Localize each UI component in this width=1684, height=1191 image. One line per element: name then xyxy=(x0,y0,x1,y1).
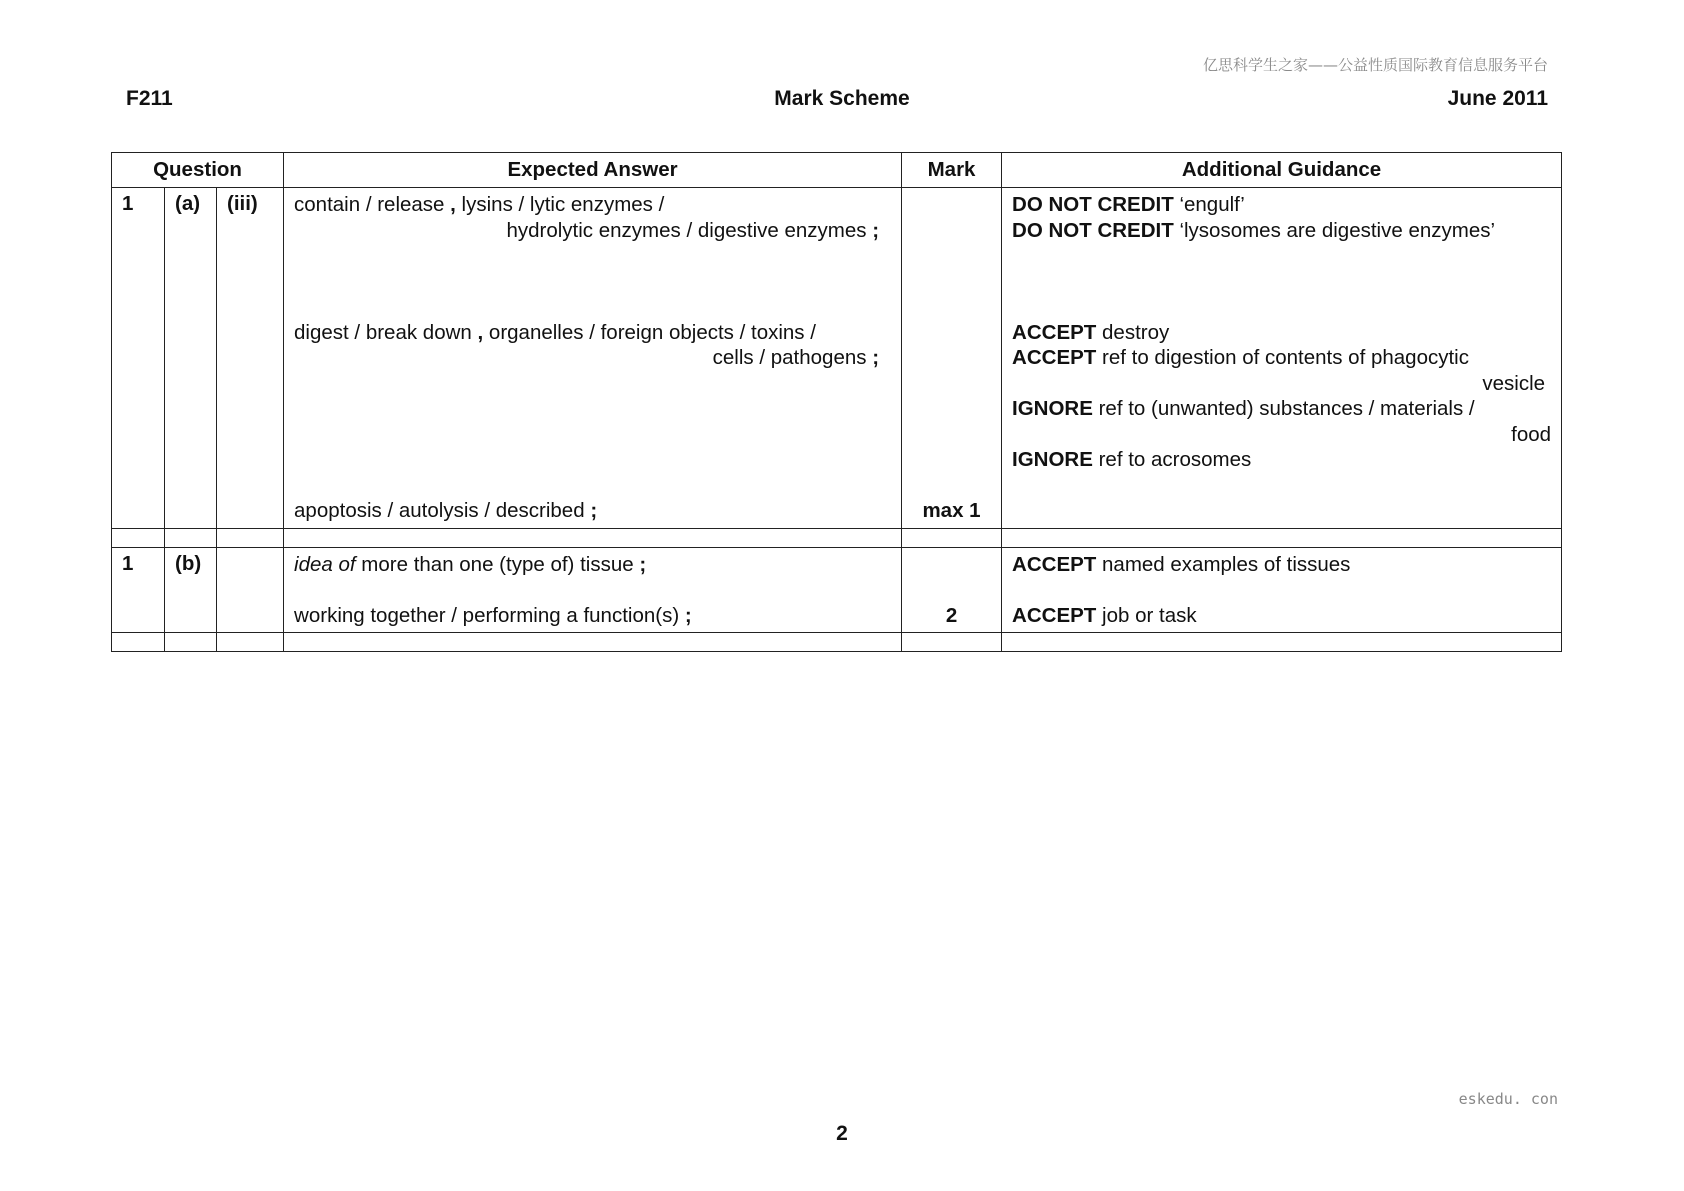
answer-line: working together / performing a function(s) ; xyxy=(294,603,692,627)
session-date: June 2011 xyxy=(1447,87,1548,110)
guidance-line: ACCEPT named examples of tissues xyxy=(1012,552,1351,576)
mark-cell xyxy=(902,547,1002,633)
answer-line: idea of more than one (type of) tissue ; xyxy=(294,552,647,576)
watermark-bottom: eskedu. con xyxy=(1458,1090,1558,1108)
question-subpart: (iii) xyxy=(217,188,284,529)
table-row xyxy=(112,188,1562,529)
answer-line: apoptosis / autolysis / described ; xyxy=(294,499,598,522)
question-number: 1 xyxy=(112,547,165,633)
guidance-line: ACCEPT destroy xyxy=(1012,320,1170,344)
guidance-line: vesicle xyxy=(1482,371,1546,395)
guidance-cell xyxy=(1002,547,1562,633)
question-number: 1 xyxy=(112,188,165,529)
page-number: 2 xyxy=(836,1122,848,1145)
question-part: (a) xyxy=(165,188,217,529)
guidance-line: food xyxy=(1511,422,1552,446)
paper-code: F211 xyxy=(126,87,173,110)
guidance-cell xyxy=(1002,188,1562,529)
mark-scheme-table xyxy=(111,152,1562,652)
table-row xyxy=(112,547,1562,633)
answer-line: cells / pathogens ; xyxy=(712,346,880,369)
answer-line: hydrolytic enzymes / digestive enzymes ; xyxy=(506,218,880,242)
document-title: Mark Scheme xyxy=(774,87,910,110)
header-additional-guidance: Additional Guidance xyxy=(1002,153,1562,188)
guidance-line: DO NOT CREDIT ‘lysosomes are digestive enzymes’ xyxy=(1012,218,1496,242)
mark-cell xyxy=(902,188,1002,529)
header-expected-answer: Expected Answer xyxy=(284,153,902,188)
mark-value: max 1 xyxy=(922,499,981,522)
spacer-row xyxy=(112,633,1562,652)
header-mark: Mark xyxy=(902,153,1002,188)
guidance-line: IGNORE ref to (unwanted) substances / materials / xyxy=(1012,397,1475,420)
guidance-line: ACCEPT job or task xyxy=(1012,603,1197,627)
guidance-line: DO NOT CREDIT ‘engulf’ xyxy=(1012,193,1245,216)
guidance-line: IGNORE ref to acrosomes xyxy=(1012,448,1252,471)
watermark-top: 亿思科学生之家——公益性质国际教育信息服务平台 xyxy=(1202,56,1548,74)
answer-line: contain / release , lysins / lytic enzymes / xyxy=(294,193,665,216)
header-question: Question xyxy=(112,153,284,188)
mark-value: 2 xyxy=(945,603,958,627)
table-header-row xyxy=(112,153,1562,188)
expected-answer-cell xyxy=(284,188,902,529)
question-part: (b) xyxy=(165,547,217,633)
expected-answer-cell xyxy=(284,547,902,633)
spacer-row xyxy=(112,528,1562,547)
answer-line: digest / break down , organelles / foreign objects / toxins / xyxy=(294,320,816,344)
question-subpart xyxy=(217,547,284,633)
guidance-line: ACCEPT ref to digestion of contents of phagocytic xyxy=(1012,346,1469,369)
